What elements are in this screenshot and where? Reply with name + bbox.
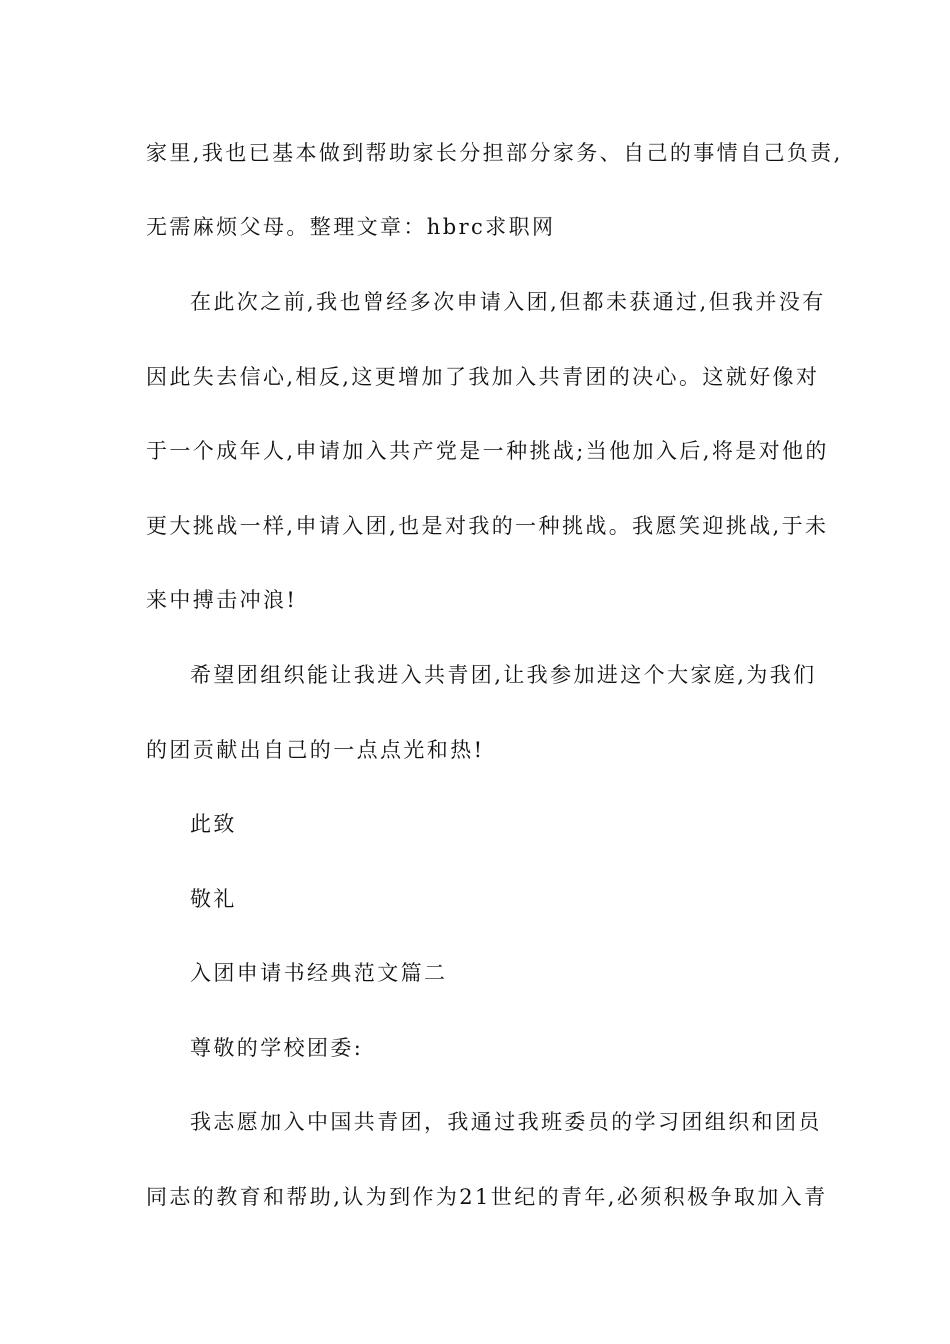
- text-line: 家里,我也已基本做到帮助家长分担部分家务、自己的事情自己负责,: [146, 141, 843, 165]
- text-line: 的团贡献出自己的一点点光和热!: [146, 738, 485, 762]
- closing-regards: 敬礼: [190, 887, 237, 911]
- letter-greeting: 尊敬的学校团委:: [190, 1036, 364, 1060]
- text-line: 同志的教育和帮助,认为到作为21世纪的青年,必须积极争取加入青: [146, 1185, 828, 1209]
- closing-salutation: 此致: [190, 812, 237, 836]
- text-line: 更大挑战一样,申请入团,也是对我的一种挑战。我愿笑迎挑战,于未: [146, 514, 829, 538]
- paragraph-start-line: 在此次之前,我也曾经多次申请入团,但都未获通过,但我并没有: [190, 290, 826, 314]
- text-line: 来中搏击冲浪!: [146, 588, 298, 612]
- section-title: 入团申请书经典范文篇二: [190, 961, 448, 985]
- text-line: 无需麻烦父母。整理文章：hbrc求职网: [146, 215, 556, 239]
- text-line: 于一个成年人,申请加入共产党是一种挑战;当他加入后,将是对他的: [146, 439, 829, 463]
- paragraph-start-line: 我志愿加入中国共青团，我通过我班委员的学习团组织和团员: [190, 1110, 822, 1134]
- text-line: 因此失去信心,相反,这更增加了我加入共青团的决心。这就好像对: [146, 365, 820, 389]
- paragraph-start-line: 希望团组织能让我进入共青团,让我参加进这个大家庭,为我们: [190, 663, 817, 687]
